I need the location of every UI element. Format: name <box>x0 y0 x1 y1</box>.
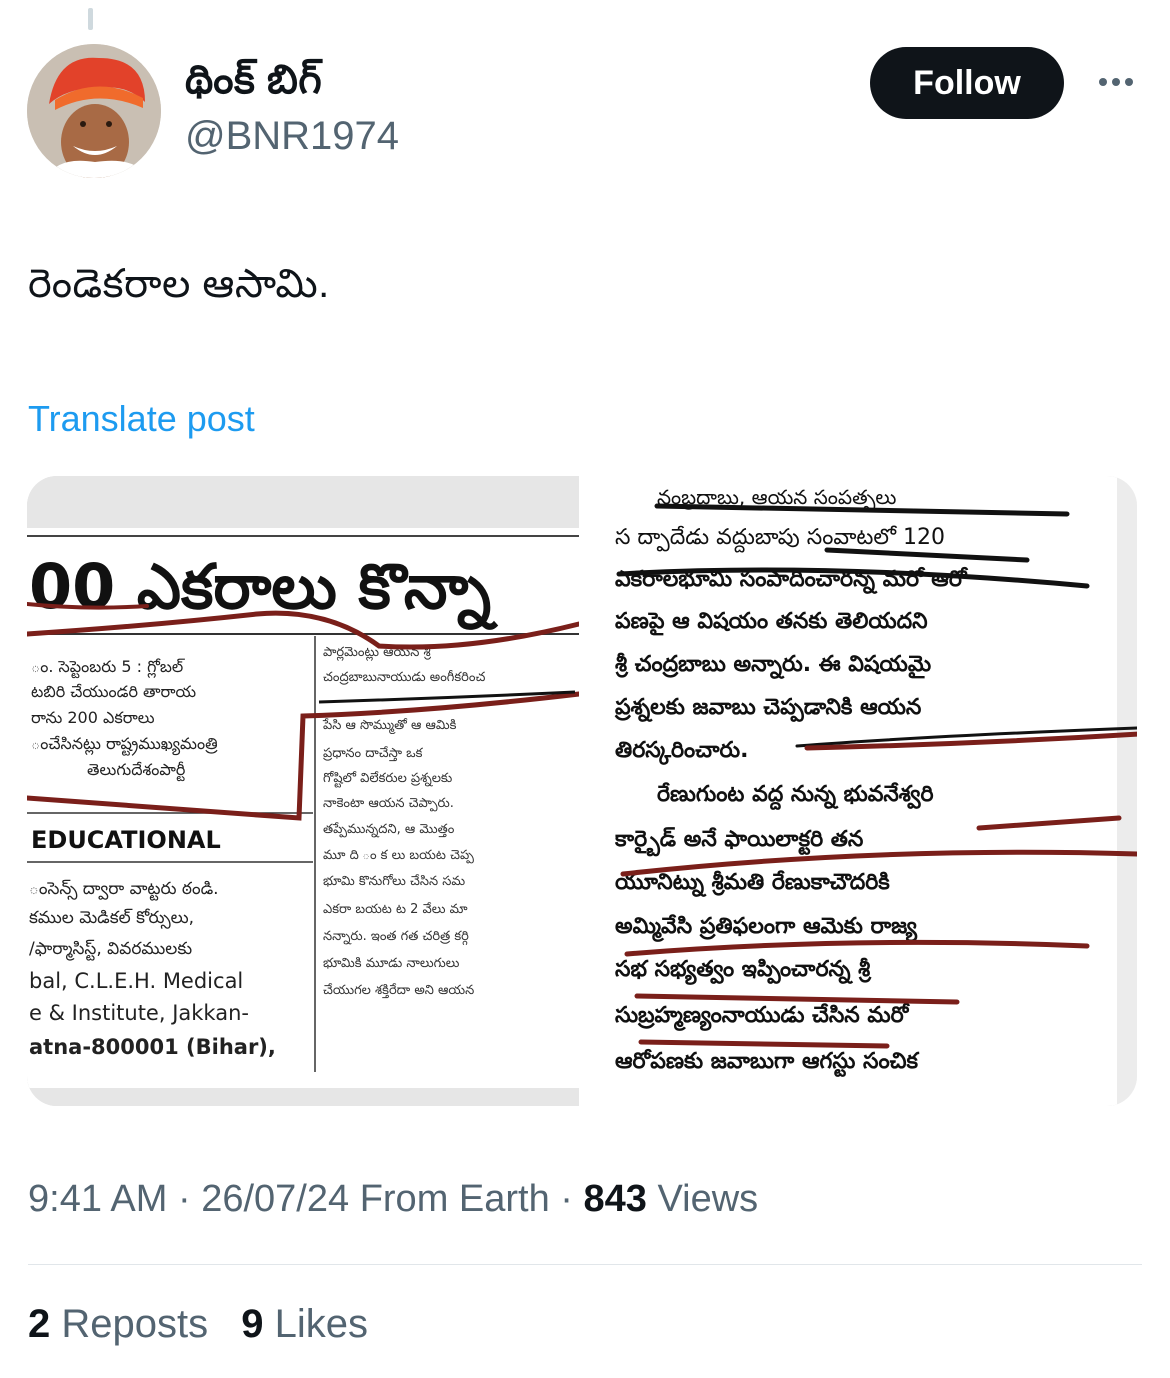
clip-line: స ద్పాదేడు వద్దుబాపు సంవాటలో 120 <box>615 525 946 550</box>
clip-line: గోష్టిలో విలేకరుల ప్రశ్నలకు <box>323 771 453 786</box>
clip-line: నంబ్రదాబు, ఆయన సంపత్ఫలు <box>657 485 897 509</box>
clip-line: ం. సెప్టెంబరు 5 : గ్లోబల్ <box>31 657 184 676</box>
clip-line: అమ్మివేసి ప్రతిఫలంగా ఆమెకు రాజ్య <box>615 914 917 939</box>
thread-connector <box>88 8 93 30</box>
more-options-icon[interactable] <box>1092 62 1140 102</box>
clip-line: తిరస్కరించారు. <box>615 738 749 763</box>
clip-line: భూమికి మూడు నాలుగులు <box>323 956 460 971</box>
post-time[interactable]: 9:41 AM <box>28 1178 168 1220</box>
clip-line: తెలుగుదేశంపార్టీ <box>87 760 186 779</box>
post-date[interactable]: 26/07/24 <box>201 1178 350 1220</box>
clip-line: పేసి ఆ సొమ్ముతో ఆ ఆమికి <box>323 718 457 733</box>
views-count: 843 <box>583 1178 647 1220</box>
clipping-headline: 00 ఎకరాలు కొన్నా <box>29 550 491 623</box>
reposts-stat[interactable] <box>28 1302 219 1346</box>
display-name[interactable]: థింక్ బిగ్ <box>185 58 323 102</box>
clip-line: సుబ్రహ్మణ్యంనాయుడు చేసిన మరో <box>615 1003 909 1028</box>
clip-line: /ఫార్మాసిస్ట్, వివరములకు <box>29 939 193 959</box>
views-label: Views <box>657 1178 759 1220</box>
clip-line: నన్నారు. ఇంత గత చరిత్ర కర్గి <box>323 929 469 944</box>
follow-button[interactable]: Follow <box>870 47 1064 119</box>
reposts-label: Reposts <box>61 1302 209 1346</box>
post-meta <box>28 1178 758 1221</box>
clip-line: కముల మెడికల్ కోర్సులు, <box>29 908 195 928</box>
clip-line: చంద్రబాబునాయుడు అంగీకరించ <box>323 670 486 685</box>
clip-line: సభ సభ్యత్వం ఇప్పించారన్న శ్రీ <box>615 957 871 982</box>
post-media[interactable] <box>27 476 1137 1106</box>
clip-line: మూ ది ం క లు బయట చెప్ప <box>323 848 474 863</box>
section-heading: EDUCATIONAL <box>31 826 221 854</box>
clip-line: యూనిట్ను శ్రీమతి రేణుకాచౌదరికి <box>615 870 890 895</box>
clip-line: ప్రశ్నలకు జవాబు చెప్పడానికి ఆయన <box>615 695 922 720</box>
user-handle[interactable]: @BNR1974 <box>185 114 400 158</box>
clip-line: శ్రీ చంద్రబాబు అన్నారు. ఈ విషయమై <box>615 652 932 677</box>
clip-line: పార్లమెంట్లు ఆయన శ్రీ <box>323 645 431 660</box>
clip-line: కార్బైడ్ అనే ఫాయిలాక్టరి తన <box>615 827 864 852</box>
divider <box>28 1264 1142 1265</box>
clip-line: ఎకరాలభూమి సంపాదించారన్న మరో ఆరో <box>615 567 967 592</box>
clip-line: నాకెంటా ఆయన చెప్పారు. <box>323 796 454 811</box>
clip-line: రాను 200 ఎకరాలు <box>31 708 155 727</box>
clip-line: ఆరోపణకు జవాబుగా ఆగస్టు సంచిక <box>615 1049 918 1074</box>
clip-line: ఎకరా బయట ట 2 వేలు మా <box>323 902 468 917</box>
newspaper-clipping-right[interactable] <box>591 476 1137 1106</box>
post-source: From Earth <box>359 1178 550 1220</box>
avatar-image <box>27 44 161 178</box>
meta-separator: · <box>177 1178 191 1220</box>
translate-post-link[interactable]: Translate post <box>28 398 255 439</box>
likes-stat[interactable] <box>241 1302 368 1346</box>
clip-line: ంచేసినట్లు రాష్ట్రముఖ్యమంత్రి <box>31 734 218 753</box>
clip-line: పణపై ఆ విషయం తనకు తెలియదని <box>615 609 928 634</box>
reposts-count: 2 <box>28 1302 51 1346</box>
clip-line: e & Institute, Jakkan- <box>29 1001 249 1025</box>
clip-line: రేణుగుంట వద్ద నున్న భువనేశ్వరి <box>657 782 934 807</box>
newspaper-clipping-left[interactable] <box>27 476 579 1106</box>
avatar[interactable] <box>27 44 161 178</box>
clip-line: తప్పేమున్నదని, ఆ మొత్తం <box>323 822 455 837</box>
post-text: రెండెకరాల ఆసామి. <box>28 262 330 306</box>
clip-line: చేయుగల శక్తిరేదా అని ఆయన <box>323 983 475 998</box>
clip-line: భూమి కొనుగోలు చేసిన సమ <box>323 874 466 889</box>
likes-label: Likes <box>274 1302 369 1346</box>
engagement-stats <box>28 1302 390 1347</box>
clip-line: ంసెన్స్ ద్వారా వాట్టరు ఠండి. <box>29 879 219 899</box>
meta-separator: · <box>560 1178 573 1220</box>
likes-count: 9 <box>241 1302 264 1346</box>
clip-line: టబిరి చేయుండరి తారాయ <box>31 682 197 701</box>
clip-line: bal, C.L.E.H. Medical <box>29 969 244 993</box>
clip-line: ప్రధానం దాచేస్తా ఒక <box>323 746 423 761</box>
clip-line: atna-800001 (Bihar), <box>29 1035 276 1059</box>
